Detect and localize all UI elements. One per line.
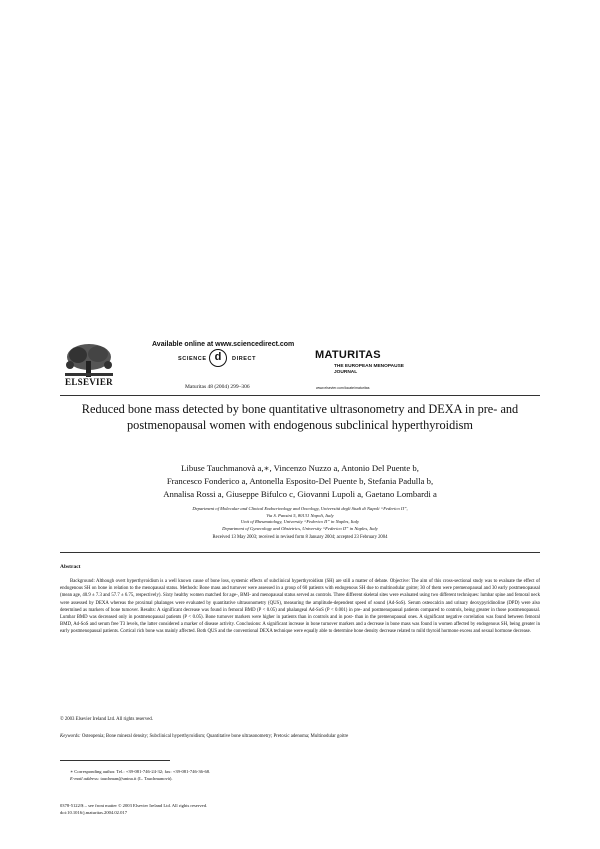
keywords-label: Keywords: [60, 734, 81, 739]
journal-url[interactable]: www.elsevier.com/locate/maturitas [316, 386, 370, 390]
abstract-top-rule [60, 552, 540, 553]
authors-line-1: Libuse Tauchmanovà a,∗, Vincenzo Nuzzo a, Antonio Del Puente b, [181, 463, 419, 473]
publisher-name: ELSEVIER [65, 377, 113, 387]
abstract-copyright: © 2003 Elsevier Ireland Ltd. All rights reserved. [60, 717, 154, 722]
abstract-heading: Abstract [60, 564, 81, 570]
corresponding-author: ∗ Corresponding author. Tel.: +39-081-746-24-32; fax: +39-081-746-36-68. [70, 769, 211, 774]
affiliation-b: Unit of Rheumatology, University “Federico II” in Naples, Italy [240, 519, 360, 525]
footnote-rule [60, 760, 170, 761]
header-rule [60, 395, 540, 396]
affiliations [80, 506, 520, 533]
journal-name: MATURITAS [315, 349, 381, 361]
affiliation-a-address: Via S. Pansini 5, 80131 Napoli, Italy [266, 512, 334, 518]
keywords-text: Osteopenia; Bone mineral density; Subclinical hyperthyroidism; Quantitative bone ultrasonometry; Pretoxic adenoma; Multinodular goitre [81, 734, 349, 739]
authors-line-2: Francesco Fonderico a, Antonella Esposito-Del Puente b, Stefania Padulla b, [166, 475, 434, 486]
sciencedirect-left: SCIENCE [178, 356, 207, 362]
sciencedirect-logo-icon: d [209, 349, 227, 367]
abstract-text: Background: Although overt hyperthyroidism is a well known cause of bone loss, systemic effects of subclinical hyperthyroidism (SH) are still a matter of debate. Objective: The aim of this cross-sectional study was to evaluate the effect of endogenous SH on bone in relation to the menopausal status. Methods: Bone mass and turnover were assessed in a group of 60 patients with endogenous SH due to multinodular goitre; 30 of them were premenopausal and 30 early postmenopausal (mean age, 40.9 ± 7.3 and 57.7 ± 6.75, respectively). Sixty healthy women matched for age-, BMI- and menopausal status served as controls. Three different skeletal sites were evaluated using two different techniques: lumbar spine and femoral neck were assessed by DEXA whereas the proximal phalanges were evaluated by quantitative ultrasonometry (QUS), measuring the amplitude-dependent speed of sound (Ad-SoS). Serum osteocalcin and urinary deoxypyridinoline (DPD) were also determined as markers of bone turnover. Results: A significant decrease was found in femoral BMD (P < 0.05) and phalangeal Ad-SoS (P < 0.001) in pre- and postmenopausal patients compared to controls, being greater in those postmenopausal. Lumbar BMD was decreased only in postmenopausal patients (P < 0.05). Bone turnover markers were higher in patients than in controls and in post- than in the premenopausal ones. A significant negative correlation was found between femoral BMD, Ad-SoS and serum free T3 levels, the latter considered a marker of disease activity. Conclusions: A significant increase in bone turnover markers and a decrease in bone mass was found in women affected by endogenous SH, being greater in early postmenopausal patients. Cortical rich bone was mainly affected. Both QUS and the conventional DEXA technique were equally able to determine bone density decrease related to mild thyroid hormone excess and sexual hormone decrease. [60, 579, 540, 635]
footer [60, 802, 207, 816]
journal-citation: Maturitas 48 (2004) 299–306 [185, 384, 250, 390]
available-online-text: Available online at www.sciencedirect.com [152, 341, 295, 348]
author-list [80, 462, 520, 500]
email-label: E-mail address: [70, 776, 100, 781]
received-dates: Received 13 May 2003; received in revised form 8 January 2004; accepted 23 February 2004 [212, 535, 388, 540]
email-address[interactable]: tauchman@unina.it (L. Tauchmanovà). [100, 776, 173, 781]
affiliation-a: Department of Molecular and Clinical Endocrinology and Oncology, Università degli Studi di Napoli “Federico II”, [192, 506, 408, 511]
correspondence [60, 768, 540, 782]
journal-subtitle: THE EUROPEAN MENOPAUSE JOURNAL [334, 364, 405, 375]
footer-doi[interactable]: doi:10.1016/j.maturitas.2004.02.017 [60, 810, 127, 815]
authors-line-3: Annalisa Rossi a, Giuseppe Bifulco c, Giovanni Lupoli a, Gaetano Lombardi a [163, 488, 437, 499]
sciencedirect-right: DIRECT [232, 356, 257, 362]
keywords [60, 733, 540, 740]
article-title: Reduced bone mass detected by bone quantitative ultrasonometry and DEXA in pre- and postmenopausal women with endogenous subclinical hyperthyroidism [81, 402, 519, 432]
footer-issn: 0378-5122/$ – see front matter © 2003 Elsevier Ireland Ltd. All rights reserved. [60, 803, 208, 808]
affiliation-c: Department of Gynecology and Obstetrics, University “Federico II” in Naples, Italy [222, 526, 378, 532]
